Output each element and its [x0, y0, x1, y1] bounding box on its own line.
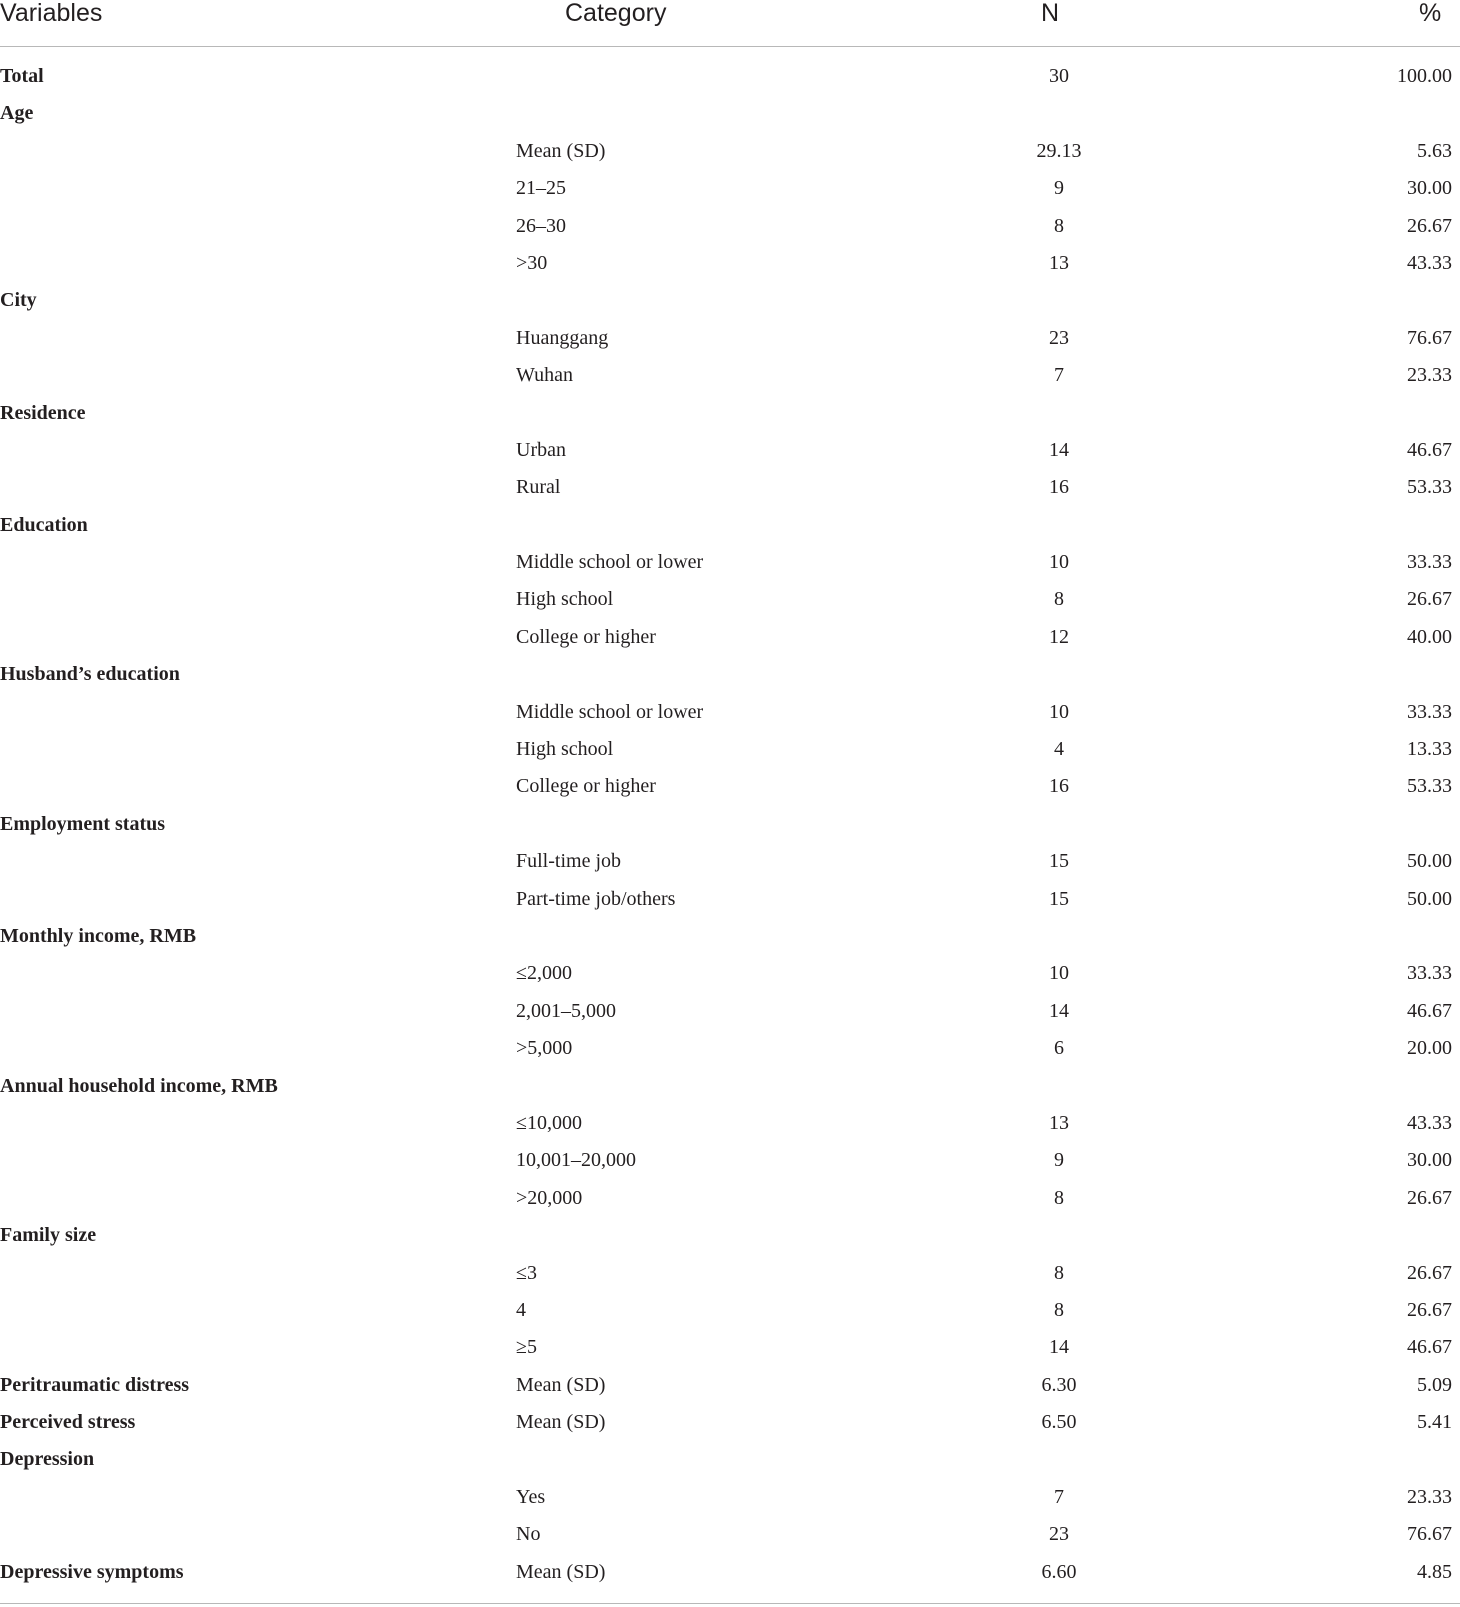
- row-variable: Residence: [0, 401, 86, 424]
- row-percent: 26.67: [1407, 588, 1452, 611]
- table-row: [0, 1334, 1460, 1371]
- table-row: [0, 923, 1460, 960]
- row-n: 8: [1054, 1186, 1064, 1209]
- row-n: 13: [1049, 1111, 1069, 1134]
- row-n: 23: [1049, 1523, 1069, 1546]
- row-n: 14: [1049, 438, 1069, 461]
- table-row: [0, 437, 1460, 474]
- row-percent: 26.67: [1407, 214, 1452, 237]
- table-row: [0, 998, 1460, 1035]
- row-variable: Employment status: [0, 812, 166, 835]
- table-row: [0, 138, 1460, 175]
- row-variable: Education: [0, 513, 88, 536]
- row-percent: 33.33: [1407, 700, 1452, 723]
- row-variable: Age: [0, 102, 34, 125]
- row-category: >20,000: [516, 1186, 583, 1209]
- row-variable: Monthly income, RMB: [0, 924, 197, 947]
- row-n: 10: [1049, 700, 1069, 723]
- row-n: 4: [1054, 738, 1064, 761]
- table-row: [0, 1147, 1460, 1184]
- table-row: [0, 1409, 1460, 1446]
- row-percent: 26.67: [1407, 1261, 1452, 1284]
- table-row: [0, 325, 1460, 362]
- row-n: 14: [1049, 1336, 1069, 1359]
- table-row: [0, 512, 1460, 549]
- row-variable: Total: [0, 65, 44, 87]
- row-category: Yes: [516, 1485, 546, 1508]
- row-variable: City: [0, 289, 37, 312]
- table-row: [0, 736, 1460, 773]
- row-percent: 50.00: [1407, 887, 1452, 910]
- row-category: College or higher: [516, 625, 656, 648]
- row-percent: 30.00: [1407, 177, 1452, 200]
- row-percent: 20.00: [1407, 1037, 1452, 1060]
- row-percent: 46.67: [1407, 1336, 1452, 1359]
- table-row: [0, 1035, 1460, 1072]
- row-n: 10: [1049, 551, 1069, 574]
- row-percent: 33.33: [1407, 962, 1452, 985]
- row-percent: 5.09: [1417, 1373, 1452, 1396]
- row-percent: 100.00: [1397, 65, 1452, 87]
- table-row: [0, 773, 1460, 810]
- row-percent: 5.41: [1417, 1411, 1452, 1434]
- row-percent: 43.33: [1407, 251, 1452, 274]
- row-n: 8: [1054, 214, 1064, 237]
- table-row: [0, 1185, 1460, 1222]
- table-row: [0, 1446, 1460, 1483]
- table-row: [0, 287, 1460, 324]
- row-category: Part-time job/others: [516, 887, 676, 910]
- row-percent: 46.67: [1407, 438, 1452, 461]
- row-category: Mean (SD): [516, 1373, 606, 1396]
- header-percent: %: [1419, 0, 1442, 27]
- row-percent: 4.85: [1417, 1560, 1452, 1583]
- row-variable: Depression: [0, 1448, 95, 1471]
- row-category: >5,000: [516, 1037, 573, 1060]
- row-percent: 50.00: [1407, 850, 1452, 873]
- table-header: [0, 0, 1460, 47]
- row-n: 6: [1054, 1037, 1064, 1060]
- row-n: 16: [1049, 476, 1069, 499]
- row-category: Urban: [516, 438, 566, 461]
- table-row: [0, 811, 1460, 848]
- header-n: N: [1041, 0, 1060, 27]
- row-n: 6.50: [1041, 1411, 1077, 1434]
- row-n: 23: [1049, 326, 1069, 349]
- table-row: [0, 175, 1460, 212]
- header-variables: Variables: [0, 0, 103, 27]
- row-n: 8: [1054, 1298, 1064, 1321]
- row-category: ≤2,000: [516, 962, 572, 985]
- table-body: [0, 47, 1460, 1596]
- row-n: 14: [1049, 999, 1069, 1022]
- table-row: [0, 661, 1460, 698]
- row-category: 10,001–20,000: [516, 1149, 636, 1172]
- table-row: [0, 1559, 1460, 1596]
- row-n: 10: [1049, 962, 1069, 985]
- row-n: 8: [1054, 1261, 1064, 1284]
- row-percent: 43.33: [1407, 1111, 1452, 1134]
- row-percent: 33.33: [1407, 551, 1452, 574]
- row-category: High school: [516, 738, 614, 761]
- table-row: [0, 699, 1460, 736]
- row-n: 12: [1049, 625, 1069, 648]
- row-variable: Depressive symptoms: [0, 1560, 184, 1583]
- table-row: [0, 586, 1460, 623]
- row-category: Rural: [516, 476, 561, 499]
- row-percent: 30.00: [1407, 1149, 1452, 1172]
- row-n: 15: [1049, 887, 1069, 910]
- table-row: [0, 960, 1460, 997]
- row-category: Mean (SD): [516, 1560, 606, 1583]
- row-n: 15: [1049, 850, 1069, 873]
- row-category: ≤3: [516, 1261, 537, 1284]
- row-percent: 40.00: [1407, 625, 1452, 648]
- row-variable: Family size: [0, 1224, 97, 1247]
- table-row: [0, 1222, 1460, 1259]
- row-category: >30: [516, 251, 548, 274]
- row-percent: 23.33: [1407, 364, 1452, 387]
- row-category: Mean (SD): [516, 1411, 606, 1434]
- row-percent: 46.67: [1407, 999, 1452, 1022]
- table-row: [0, 848, 1460, 885]
- table-row: [0, 1260, 1460, 1297]
- table-row: [0, 100, 1460, 137]
- table-bottom-rule: [0, 1603, 1460, 1604]
- row-category: High school: [516, 588, 614, 611]
- row-n: 6.60: [1041, 1560, 1077, 1583]
- row-n: 29.13: [1036, 139, 1082, 162]
- row-n: 16: [1049, 775, 1069, 798]
- row-percent: 53.33: [1407, 476, 1452, 499]
- row-variable: Annual household income, RMB: [0, 1074, 278, 1097]
- table-row: [0, 549, 1460, 586]
- row-category: 2,001–5,000: [516, 999, 616, 1022]
- row-category: ≥5: [516, 1336, 537, 1359]
- table-row: [0, 1372, 1460, 1409]
- row-category: 21–25: [516, 177, 566, 200]
- row-category: Wuhan: [516, 364, 573, 387]
- row-category: College or higher: [516, 775, 656, 798]
- row-category: Middle school or lower: [516, 551, 704, 574]
- table-row: [0, 1297, 1460, 1334]
- row-n: 6.30: [1041, 1373, 1077, 1396]
- table-row: [0, 250, 1460, 287]
- row-category: 4: [516, 1298, 526, 1321]
- row-percent: 26.67: [1407, 1298, 1452, 1321]
- table-row: [0, 624, 1460, 661]
- table-row: [0, 1484, 1460, 1521]
- table-row: [0, 63, 1460, 100]
- row-n: 30: [1049, 65, 1069, 87]
- table-row: [0, 362, 1460, 399]
- table-row: [0, 886, 1460, 923]
- row-category: ≤10,000: [516, 1111, 582, 1134]
- table-row: [0, 1521, 1460, 1558]
- table-row: [0, 400, 1460, 437]
- row-category: Full-time job: [516, 850, 621, 873]
- row-category: Mean (SD): [516, 139, 606, 162]
- row-percent: 53.33: [1407, 775, 1452, 798]
- row-percent: 26.67: [1407, 1186, 1452, 1209]
- row-category: No: [516, 1523, 541, 1546]
- row-percent: 5.63: [1417, 139, 1452, 162]
- table-row: [0, 474, 1460, 511]
- row-percent: 23.33: [1407, 1485, 1452, 1508]
- table-row: [0, 1110, 1460, 1147]
- row-n: 13: [1049, 251, 1069, 274]
- row-percent: 76.67: [1407, 1523, 1452, 1546]
- row-n: 9: [1054, 1149, 1064, 1172]
- row-percent: 76.67: [1407, 326, 1452, 349]
- row-n: 8: [1054, 588, 1064, 611]
- row-n: 7: [1054, 364, 1064, 387]
- row-n: 9: [1054, 177, 1064, 200]
- row-percent: 13.33: [1407, 738, 1452, 761]
- row-category: 26–30: [516, 214, 566, 237]
- table-row: [0, 213, 1460, 250]
- row-variable: Peritraumatic distress: [0, 1373, 190, 1396]
- row-variable: Husband’s education: [0, 663, 180, 686]
- row-n: 7: [1054, 1485, 1064, 1508]
- row-category: Huanggang: [516, 326, 609, 349]
- header-category: Category: [565, 0, 667, 27]
- table-row: [0, 1073, 1460, 1110]
- row-variable: Perceived stress: [0, 1411, 136, 1434]
- row-category: Middle school or lower: [516, 700, 704, 723]
